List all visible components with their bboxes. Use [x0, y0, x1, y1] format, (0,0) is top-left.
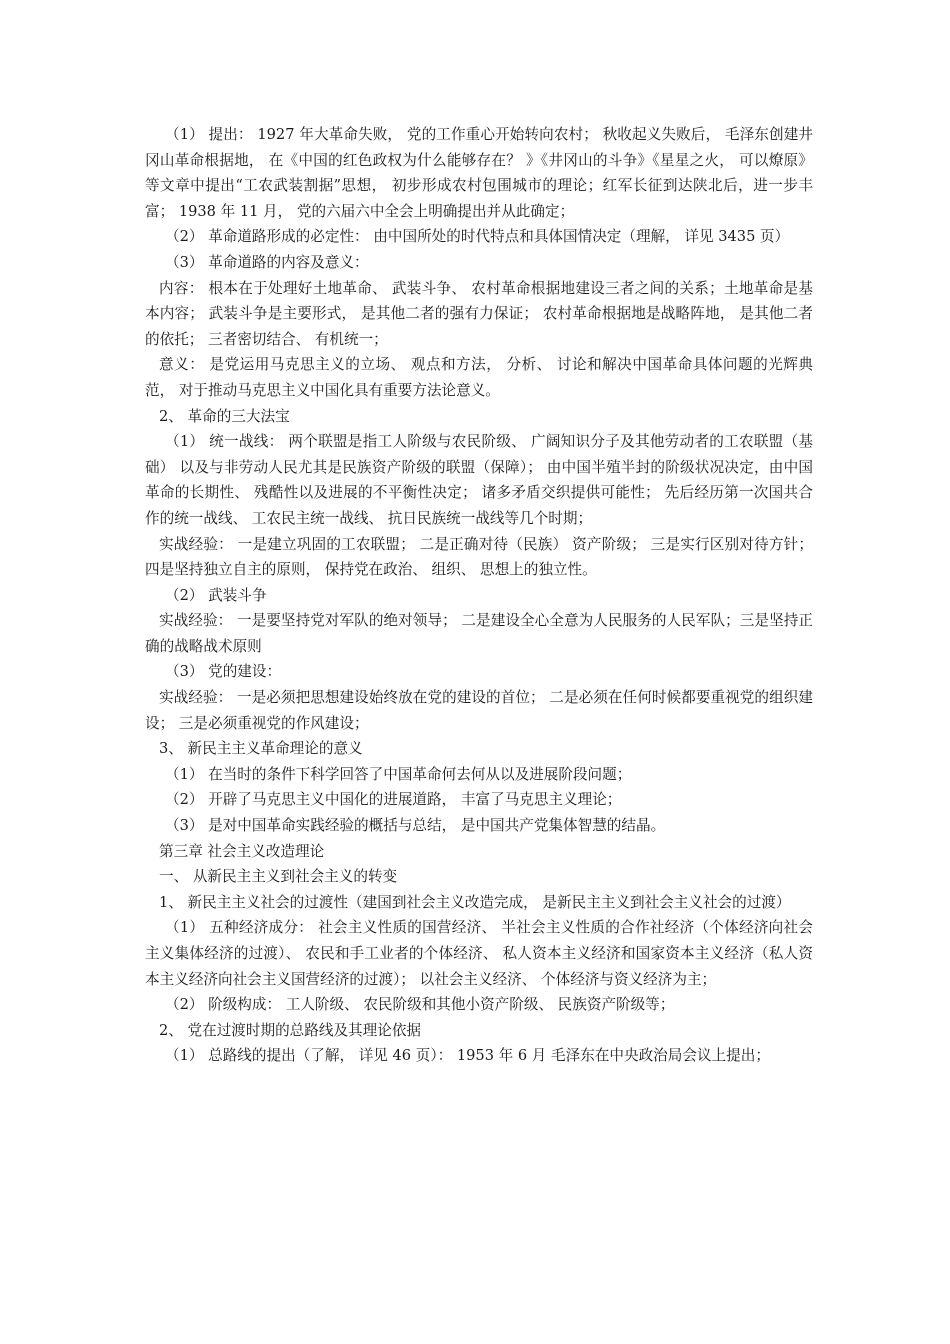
paragraph: （1） 提出： 1927 年大革命失败， 党的工作重心开始转向农村； 秋收起义失败后， 毛泽东创建井冈山革命根据地， 在《中国的红色政权为什么能够存在？ 》《井冈山的斗争》《星星之火， 可以燎原》 等文章中提出“工农武装割据”思想， 初步形成农村包围城市的理论；红军长征到达陕北后，进一步丰富； 1938 年 11 月， 党的六届六中全会上明确提出并从此确定；: [145, 126, 813, 220]
paragraph: 意义： 是党运用马克思主义的立场、 观点和方法， 分析、 讨论和解决中国革命具体问题的光辉典范， 对于推动马克思主义中国化具有重要方法论意义。: [145, 356, 813, 399]
paragraph: （2） 阶级构成： 工人阶级、 农民阶级和其他小资产阶级、 民族资产阶级等；: [165, 996, 675, 1014]
paragraph: （2） 武装斗争: [165, 586, 267, 604]
paragraph: （2） 革命道路形成的必定性： 由中国所处的时代特点和具体国情决定（理解， 详见 3435 页）: [165, 228, 790, 246]
paragraph: 内容： 根本在于处理好土地革命、 武装斗争、 农村革命根据地建设三者之间的关系；土地革命是基本内容； 武装斗争是主要形式， 是其他二者的强有力保证； 农村革命根据地是战略阵地， 是其他二者的依托； 三者密切结合、 有机统一；: [145, 279, 813, 348]
paragraph: 第三章 社会主义改造理论: [159, 842, 325, 860]
paragraph: 2、 革命的三大法宝: [159, 407, 290, 425]
paragraph: 一、 从新民主主义到社会主义的转变: [159, 868, 398, 886]
paragraph: （1） 总路线的提出（了解， 详见 46 页）： 1953 年 6 月 毛泽东在中央政治局会议上提出；: [165, 1047, 770, 1065]
paragraph: 实战经验： 一是要坚持党对军队的绝对领导； 二是建设全心全意为人民服务的人民军队；三是坚持正确的战略战术原则: [145, 612, 813, 655]
paragraph: （1） 在当时的条件下科学回答了中国革命何去何从以及进展阶段问题；: [165, 765, 632, 783]
paragraph: （1） 统一战线： 两个联盟是指工人阶级与农民阶级、 广阔知识分子及其他劳动者的工农联盟（基础） 以及与非劳动人民尤其是民族资产阶级的联盟（保障）； 由中国半殖半封的阶级状况决定，由中国革命的长期性、 残酷性以及进展的不平衡性决定； 诸多矛盾交织提供可能性； 先后经历第一次国共合作的统一战线、 工农民主统一战线、 抗日民族统一战线等几个时期；: [145, 433, 813, 527]
paragraph: 实战经验： 一是建立巩固的工农联盟； 二是正确对待（民族） 资产阶级； 三是实行区别对待方针； 四是坚持独立自主的原则， 保持党在政治、 组织、 思想上的独立性。: [145, 535, 813, 579]
paragraph: 3、 新民主主义革命理论的意义: [159, 740, 363, 758]
paragraph: 1、 新民主主义社会的过渡性（建国到社会主义改造完成， 是新民主主义到社会主义社会的过渡）: [159, 893, 791, 911]
paragraph: 实战经验： 一是必须把思想建设始终放在党的建设的首位； 二是必须在任何时候都要重视党的组织建设； 三是必须重视党的作风建设；: [145, 689, 813, 732]
paragraph: （3） 党的建设：: [165, 663, 282, 681]
paragraph: （2） 开辟了马克思主义中国化的进展道路， 丰富了马克思主义理论；: [165, 791, 622, 809]
paragraph: （3） 革命道路的内容及意义：: [165, 253, 369, 271]
paragraph: 2、 党在过渡时期的总路线及其理论依据: [159, 1021, 422, 1039]
paragraph: （3） 是对中国革命实践经验的概括与总结， 是中国共产党集体智慧的结晶。: [165, 817, 666, 835]
document-body: [145, 122, 813, 1069]
paragraph: （1） 五种经济成分： 社会主义性质的国营经济、 半社会主义性质的合作社经济（个体经济向社会主义集体经济的过渡）、 农民和手工业者的个体经济、 私人资本主义经济和国家资本主义经济（私人资本主义经济向社会主义国营经济的过渡）； 以社会主义经济、 个体经济与资义经济为主；: [145, 919, 813, 988]
